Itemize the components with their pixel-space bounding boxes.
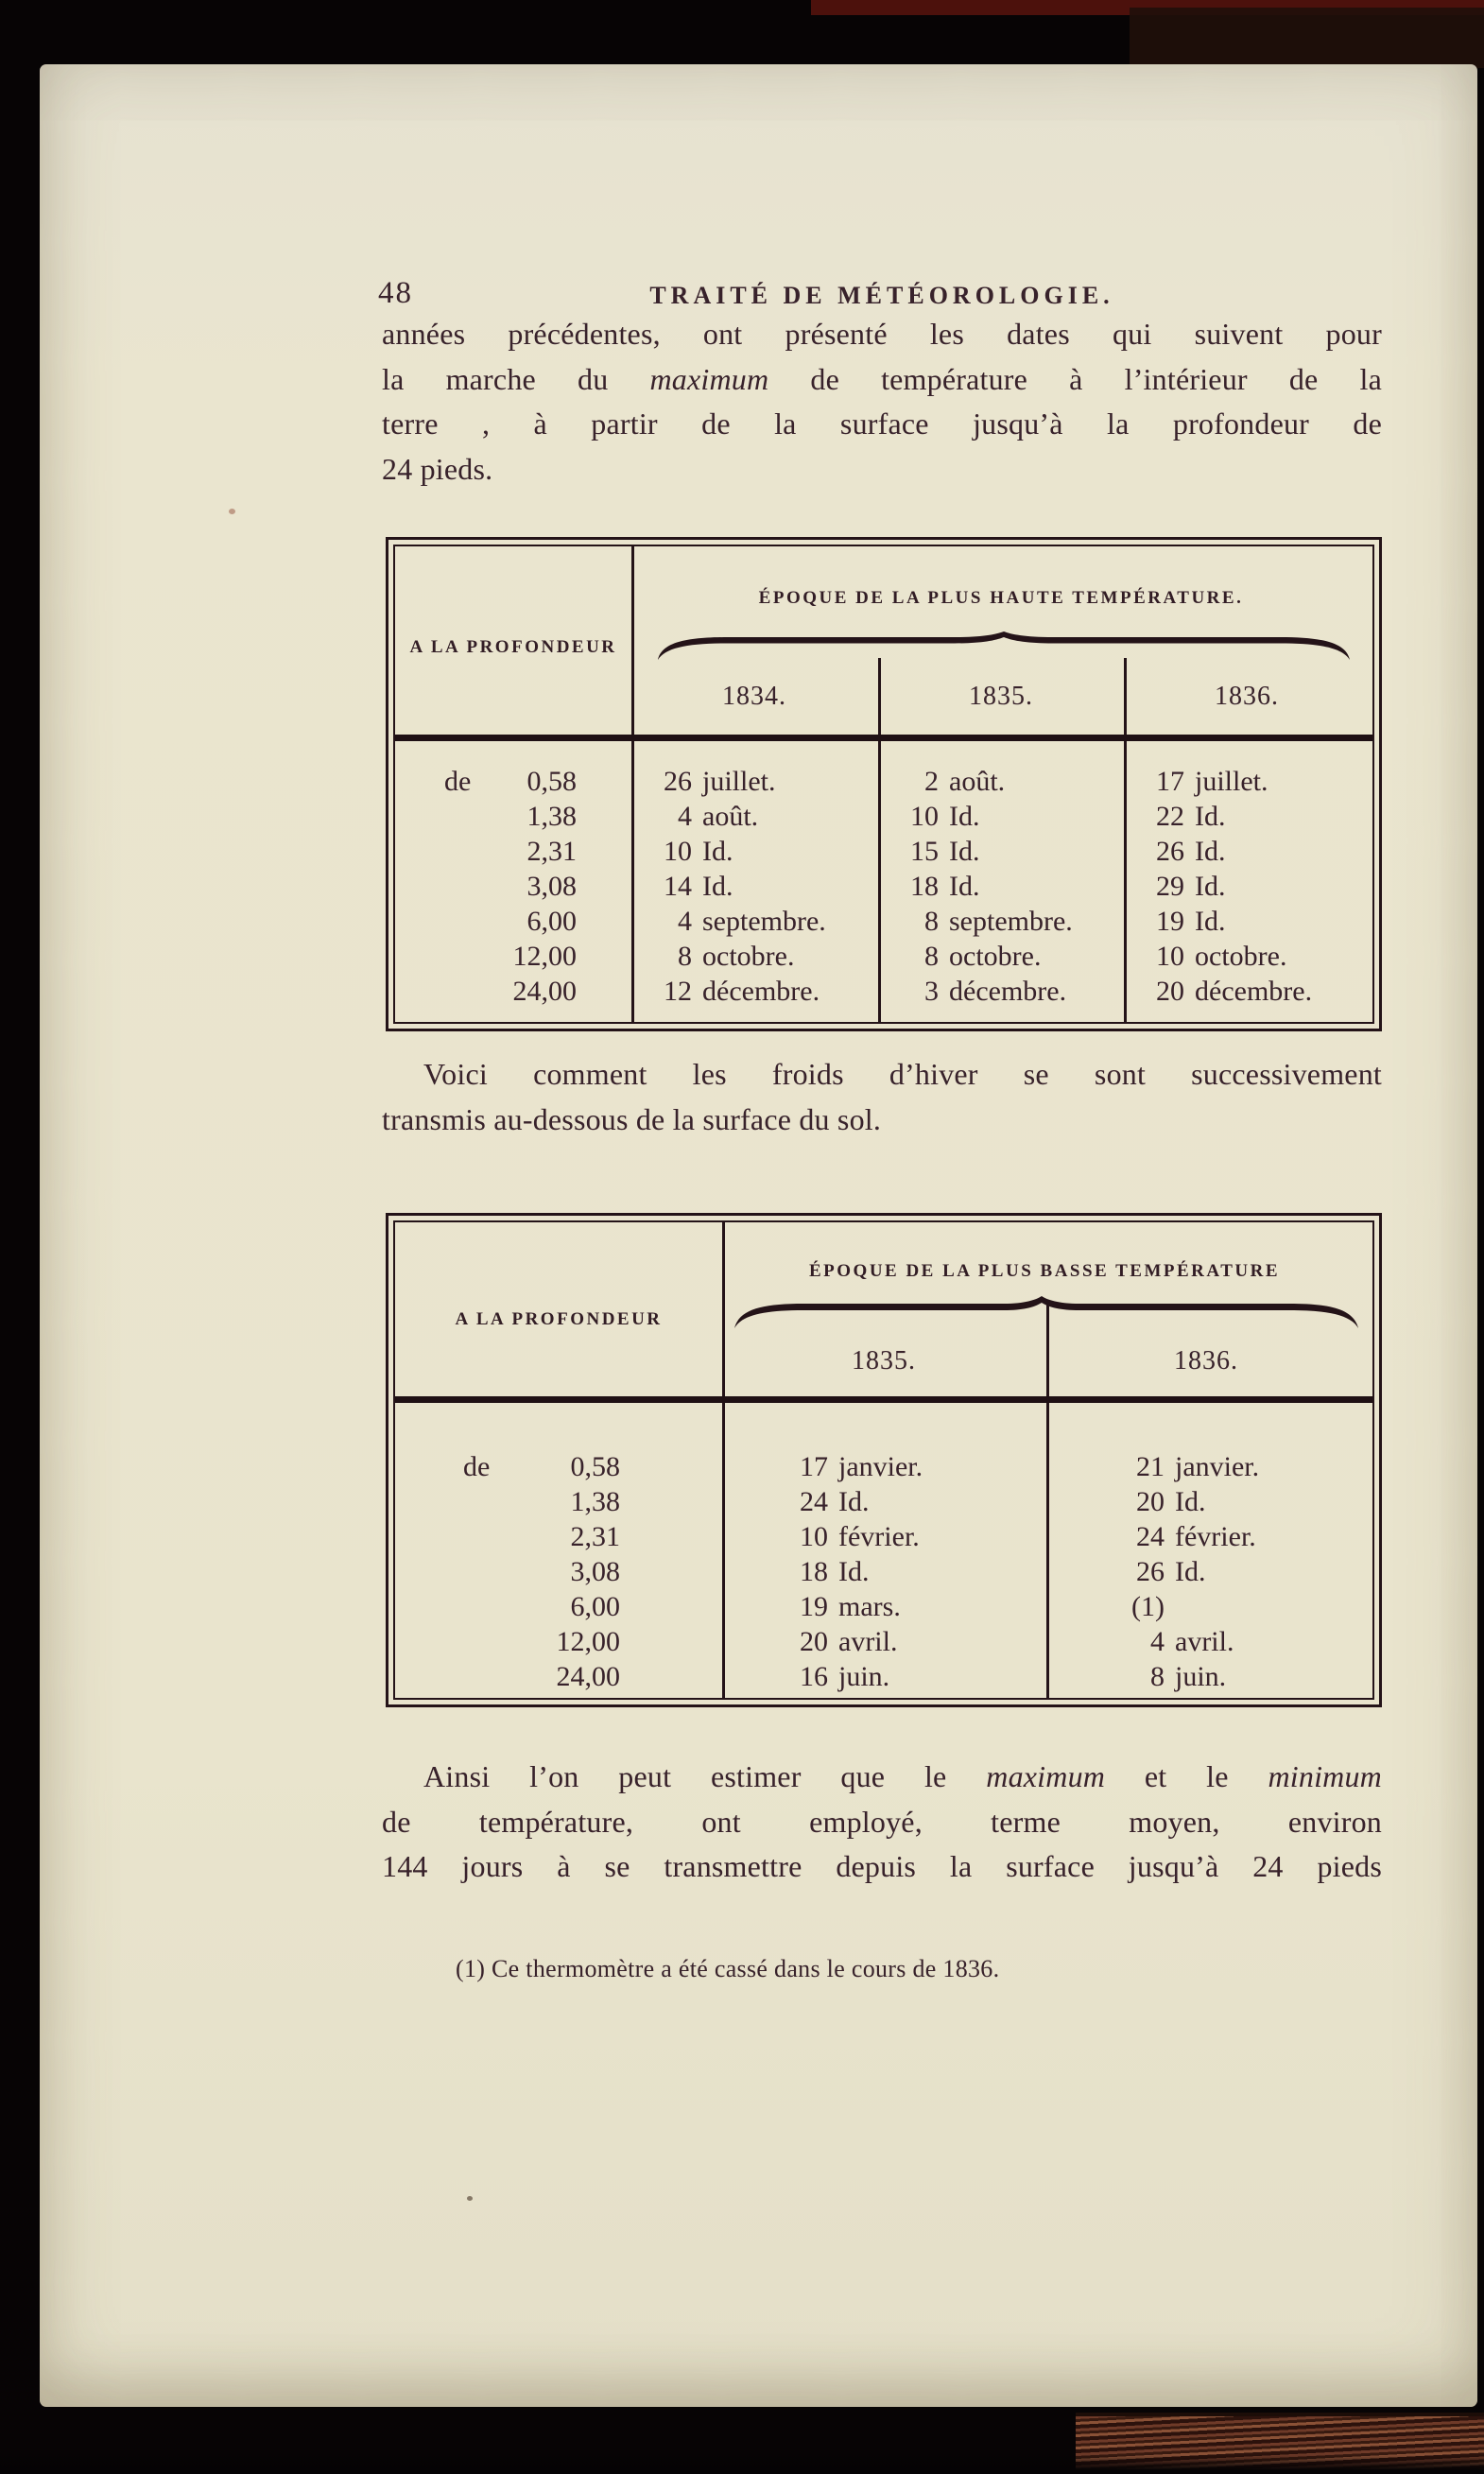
text-line — [382, 1755, 1382, 1800]
table-row — [395, 834, 1372, 869]
date-cell: 15 Id. — [910, 836, 980, 867]
date-cell: 29 Id. — [1156, 871, 1226, 902]
date-cell: 2 août. — [924, 766, 1006, 797]
date-cell: 8 octobre. — [678, 941, 795, 972]
depth-value: 1,38 — [570, 1486, 620, 1517]
table-body — [395, 764, 1372, 1009]
depth-prefix: de — [444, 766, 472, 797]
depth-column-header: A LA PROFONDEUR — [455, 1309, 663, 1329]
table-body — [395, 1449, 1372, 1694]
date-cell: 19 Id. — [1156, 906, 1226, 937]
paragraph-voici — [382, 1052, 1382, 1142]
depth-column-header: A LA PROFONDEUR — [409, 637, 617, 657]
table-row — [395, 1554, 1372, 1589]
depth-prefix: de — [463, 1451, 491, 1482]
depth-value: 6,00 — [570, 1591, 620, 1622]
text-segment: la marche du — [382, 361, 650, 396]
date-cell: 4 septembre. — [678, 906, 826, 937]
paper-speck — [229, 509, 235, 514]
table-min-temperature — [386, 1213, 1382, 1707]
date-cell: 20 avril. — [800, 1626, 898, 1657]
table-row — [395, 799, 1372, 834]
header-rule — [395, 1396, 1372, 1403]
date-cell: 3 décembre. — [924, 976, 1067, 1007]
paragraph-ainsi — [382, 1755, 1382, 1890]
table-row — [395, 1519, 1372, 1554]
book-cover-corner — [1130, 8, 1484, 68]
date-cell: 10 février. — [800, 1521, 920, 1552]
depth-value: 2,31 — [570, 1521, 620, 1552]
date-cell: 8 septembre. — [924, 906, 1073, 937]
depth-value: 2,31 — [526, 836, 577, 867]
date-cell: 18 Id. — [910, 871, 980, 902]
text-segment: Ainsi l’on peut estimer que le — [423, 1759, 987, 1793]
table-row — [395, 1659, 1372, 1694]
table-row — [395, 1624, 1372, 1659]
brace-icon — [648, 631, 1359, 664]
text-segment: de température à l’intérieur de la — [768, 361, 1382, 396]
text-line: terre , à partir de la surface jusqu’à la profondeur de — [382, 407, 1382, 441]
table-row — [395, 1484, 1372, 1519]
date-cell: 26 Id. — [1156, 836, 1226, 867]
date-cell: 10 Id. — [910, 801, 980, 832]
date-cell: 10 Id. — [664, 836, 733, 867]
date-cell: 21 janvier. — [1136, 1451, 1260, 1482]
page — [40, 64, 1477, 2407]
date-cell: 4 avril. — [1150, 1626, 1234, 1657]
depth-value: 3,08 — [526, 871, 577, 902]
paragraph-intro — [382, 312, 1382, 492]
epoch-title: ÉPOQUE DE LA PLUS HAUTE TEMPÉRATURE. — [758, 588, 1244, 608]
text-line: années précédentes, ont présenté les dates qui suivent pour — [382, 317, 1382, 351]
depth-value: 6,00 — [526, 906, 577, 937]
date-cell: 26 Id. — [1136, 1556, 1206, 1587]
text-line: Voici comment les froids d’hiver se sont successivement — [423, 1057, 1382, 1091]
date-cell: (1) — [1131, 1591, 1165, 1622]
text-segment: et le — [1105, 1759, 1268, 1793]
date-cell: 4 août. — [678, 801, 759, 832]
table-max-temperature — [386, 537, 1382, 1031]
date-cell: 14 Id. — [664, 871, 733, 902]
depth-value: 0,58 — [526, 766, 577, 797]
year-header: 1835. — [852, 1346, 916, 1375]
depth-value: 12,00 — [512, 941, 577, 972]
depth-value: 24,00 — [556, 1661, 620, 1692]
text-segment-italic: maximum — [649, 361, 769, 396]
text-line — [382, 357, 1382, 403]
date-cell: 17 janvier. — [800, 1451, 923, 1482]
year-header: 1834. — [722, 682, 786, 711]
depth-value: 3,08 — [570, 1556, 620, 1587]
date-cell: 19 mars. — [800, 1591, 901, 1622]
year-header: 1836. — [1215, 682, 1279, 711]
text-line: 144 jours à se transmettre depuis la surface jusqu’à 24 pieds — [382, 1849, 1382, 1883]
date-cell: 26 juillet. — [664, 766, 776, 797]
header-rule — [395, 735, 1372, 741]
depth-value: 1,38 — [526, 801, 577, 832]
year-header: 1836. — [1174, 1346, 1238, 1375]
date-cell: 8 octobre. — [924, 941, 1042, 972]
table-row — [395, 869, 1372, 904]
depth-value: 0,58 — [570, 1451, 620, 1482]
date-cell: 24 Id. — [800, 1486, 870, 1517]
running-title: TRAITÉ DE MÉTÉOROLOGIE. — [649, 282, 1114, 309]
text-line: 24 pieds. — [382, 451, 493, 486]
table-row — [395, 939, 1372, 974]
page-number: 48 — [378, 276, 413, 310]
depth-value: 24,00 — [512, 976, 577, 1007]
date-cell: 10 octobre. — [1156, 941, 1287, 972]
table-row — [395, 904, 1372, 939]
table-row — [395, 1449, 1372, 1484]
text-line: de température, ont employé, terme moyen, environ — [382, 1804, 1382, 1839]
epoch-title: ÉPOQUE DE LA PLUS BASSE TEMPÉRATURE — [808, 1261, 1281, 1281]
table-inner-border — [393, 545, 1374, 1024]
date-cell: 8 juin. — [1150, 1661, 1227, 1692]
date-cell: 20 décembre. — [1156, 976, 1313, 1007]
brace-icon — [729, 1296, 1364, 1332]
date-cell: 17 juillet. — [1156, 766, 1268, 797]
date-cell: 16 juin. — [800, 1661, 890, 1692]
date-cell: 12 décembre. — [664, 976, 820, 1007]
bottom-shadow — [0, 2454, 1484, 2474]
date-cell: 20 Id. — [1136, 1486, 1206, 1517]
text-line: transmis au-dessous de la surface du sol. — [382, 1101, 882, 1136]
table-row — [395, 1589, 1372, 1624]
paper-speck — [467, 2196, 473, 2201]
table-row — [395, 764, 1372, 799]
table-row — [395, 974, 1372, 1009]
text-segment-italic: maximum — [986, 1759, 1106, 1793]
table-inner-border — [393, 1220, 1374, 1700]
footnote: (1) Ce thermomètre a été cassé dans le cours de 1836. — [456, 1955, 1000, 1982]
text-segment-italic: minimum — [1268, 1759, 1382, 1793]
depth-value: 12,00 — [556, 1626, 620, 1657]
date-cell: 24 février. — [1136, 1521, 1256, 1552]
date-cell: 22 Id. — [1156, 801, 1226, 832]
year-header: 1835. — [969, 682, 1033, 711]
date-cell: 18 Id. — [800, 1556, 870, 1587]
